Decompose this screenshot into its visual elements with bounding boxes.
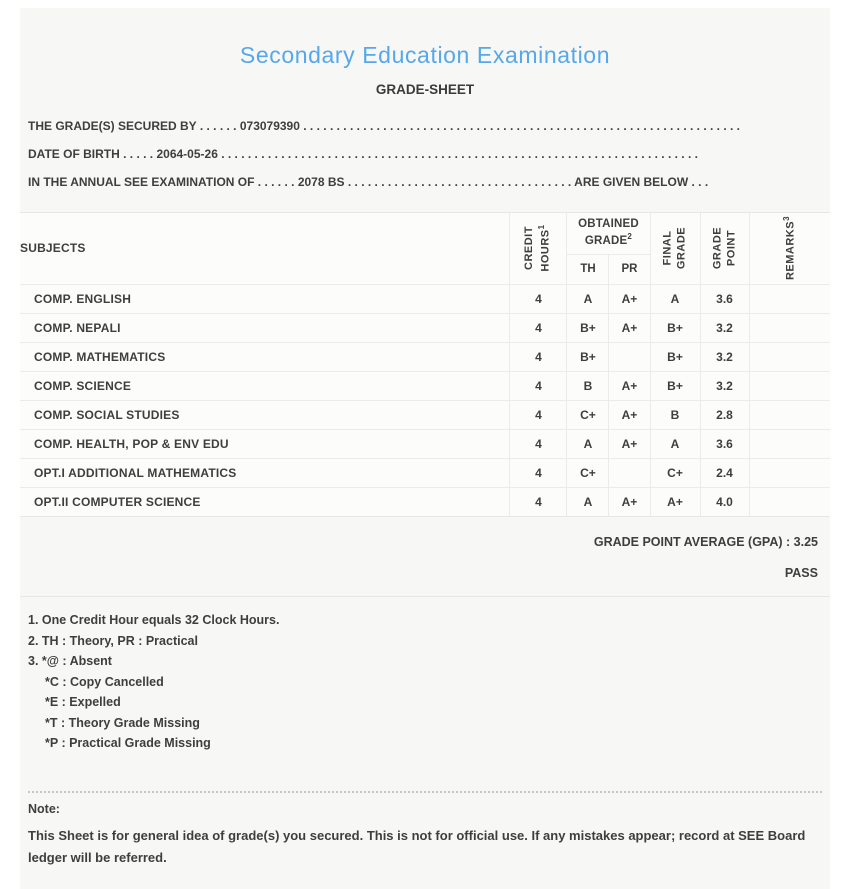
remarks-cell [749,458,830,487]
credit-cell: 4 [510,458,567,487]
dots: . . . . . . . . . . . . . . . . . . . . . . . . . . . . . . . . . . [347,175,572,189]
subjects-header [20,213,510,284]
theory-grade-cell: A [567,487,609,516]
practical-grade-cell [609,458,650,487]
remarks-cell [749,400,830,429]
obtained-grade-text: OBTAINED GRADE [578,218,639,248]
subject-cell: COMP. HEALTH, POP & ENV EDU [20,429,510,458]
final-grade-cell: B+ [650,342,700,371]
final-grade-cell: B+ [650,371,700,400]
theory-grade-cell: A [567,284,609,313]
credit-hours-text: CREDIT HOURS [523,226,552,272]
grade-point-cell: 2.8 [700,400,749,429]
date-of-birth-value: 2064-05-26 [156,147,218,161]
practical-grade-cell: A+ [609,313,650,342]
credit-cell: 4 [510,284,567,313]
grades-table-wrapper [20,212,830,517]
footnote: *E : Expelled [45,695,121,709]
practical-grade-cell: A+ [609,371,650,400]
grade-point-cell: 4.0 [700,487,749,516]
credit-cell: 4 [510,400,567,429]
final-grade-header [650,213,700,284]
gpa-label: GRADE POINT AVERAGE (GPA) : [593,535,791,549]
remarks-cell [749,429,830,458]
remarks-cell [749,313,830,342]
subject-cell: COMP. ENGLISH [20,284,510,313]
footnote: 3. *@ : Absent [28,654,112,668]
table-row [20,429,830,458]
footnotes-section [20,597,830,754]
grades-table [20,213,830,516]
credit-cell: 4 [510,342,567,371]
practical-grade-cell [609,342,650,371]
page-title: Secondary Education Examination [239,42,611,68]
dots: . . . . . . [199,119,237,133]
table-row [20,458,830,487]
grade-point-cell: 3.6 [700,429,749,458]
table-row [20,371,830,400]
grade-point-header-label [711,225,739,271]
credit-cell: 4 [510,313,567,342]
info-label: THE GRADE(S) SECURED BY [28,119,197,133]
table-row [20,284,830,313]
table-header [20,213,830,284]
grade-point-text: GRADE POINT [710,227,737,270]
note-label: Note: [28,801,60,816]
footnote: 1. One Credit Hour equals 32 Clock Hours. [28,613,280,627]
note-section [28,791,822,869]
practical-grade-cell: A+ [609,487,650,516]
remarks-cell [749,487,830,516]
final-grade-cell: A [650,429,700,458]
gpa-value: 3.25 [793,535,818,549]
theory-column-header: TH [567,254,609,284]
obtained-grade-header [567,213,650,254]
credit-cell: 4 [510,487,567,516]
credit-hours-footnote-ref: 1 [537,224,547,230]
grade-point-cell: 3.2 [700,313,749,342]
credit-hours-header-label [523,222,553,274]
final-grade-cell: A+ [650,487,700,516]
final-grade-cell: C+ [650,458,700,487]
remarks-cell [749,342,830,371]
info-suffix: ARE GIVEN BELOW . . . [574,175,709,189]
info-line-date-of-birth [28,140,768,168]
remarks-header-label [782,205,798,291]
subject-cell: OPT.II COMPUTER SCIENCE [20,487,510,516]
grade-point-cell: 3.6 [700,284,749,313]
remarks-cell [749,371,830,400]
dots: . . . . . . . . . . . . . . . . . . . . . . . . . . . . . . . . . . . . . . . . . . . . . . . . . . . . . . . . . . . . . . . . . . [303,119,741,133]
theory-grade-cell: C+ [567,458,609,487]
grade-point-cell: 3.2 [700,371,749,400]
page [0,8,856,885]
theory-grade-cell: B [567,371,609,400]
subject-cell: OPT.I ADDITIONAL MATHEMATICS [20,458,510,487]
info-label: DATE OF BIRTH [28,147,120,161]
remarks-header [749,213,830,284]
table-row [20,342,830,371]
sheet-subtitle: GRADE-SHEET [375,82,475,97]
table-row [20,313,830,342]
table-row [20,400,830,429]
dots: . . . . . . [257,175,295,189]
subjects-header-label: SUBJECTS [20,241,86,256]
dots: . . . . . [123,147,154,161]
symbol-number-value: 073079390 [239,119,300,133]
theory-grade-cell: B+ [567,342,609,371]
final-grade-cell: A [650,284,700,313]
theory-grade-cell: B+ [567,313,609,342]
result-status: PASS [784,566,818,580]
final-grade-header-label [661,225,689,271]
grade-point-header [700,213,749,284]
info-label: IN THE ANNUAL SEE EXAMINATION OF [28,175,255,189]
theory-grade-cell: C+ [567,400,609,429]
footnote: *T : Theory Grade Missing [45,715,200,730]
practical-grade-cell: A+ [609,400,650,429]
grade-sheet-container [20,8,830,889]
obtained-grade-footnote-ref: 2 [627,232,633,242]
final-grade-text: FINAL GRADE [661,227,687,270]
practical-grade-cell: A+ [609,429,650,458]
credit-hours-header [510,213,567,284]
theory-grade-cell: A [567,429,609,458]
grade-point-cell: 2.4 [700,458,749,487]
subject-cell: COMP. SCIENCE [20,371,510,400]
grade-point-cell: 3.2 [700,342,749,371]
practical-grade-cell: A+ [609,284,650,313]
remarks-text: REMARKS [784,221,797,281]
subject-cell: COMP. NEPALI [20,313,510,342]
footnote: *C : Copy Cancelled [45,674,164,689]
final-grade-cell: B+ [650,313,700,342]
footnote: *P : Practical Grade Missing [45,736,211,750]
footnote: 2. TH : Theory, PR : Practical [28,633,198,648]
credit-cell: 4 [510,371,567,400]
subject-cell: COMP. SOCIAL STUDIES [20,400,510,429]
final-grade-cell: B [650,400,700,429]
table-row [20,487,830,516]
info-line-exam-year [28,168,768,196]
student-info [28,112,822,196]
table-body [20,284,830,516]
note-text: This Sheet is for general idea of grade(s) you secured. This is not for official use. If any mistakes appear; record at SEE Board ledger will be referred. [28,827,806,865]
dots: . . . . . . . . . . . . . . . . . . . . . . . . . . . . . . . . . . . . . . . . . . . . . . . . . . . . . . . . . . . . . . . . . . . . . . . . [221,147,698,161]
gpa-line [32,535,818,549]
summary-section [20,517,830,597]
credit-cell: 4 [510,429,567,458]
exam-year-value: 2078 BS [297,175,345,189]
subject-cell: COMP. MATHEMATICS [20,342,510,371]
info-line-symbol-number [28,112,768,140]
remarks-footnote-ref: 3 [781,216,791,222]
practical-column-header: PR [609,254,650,284]
